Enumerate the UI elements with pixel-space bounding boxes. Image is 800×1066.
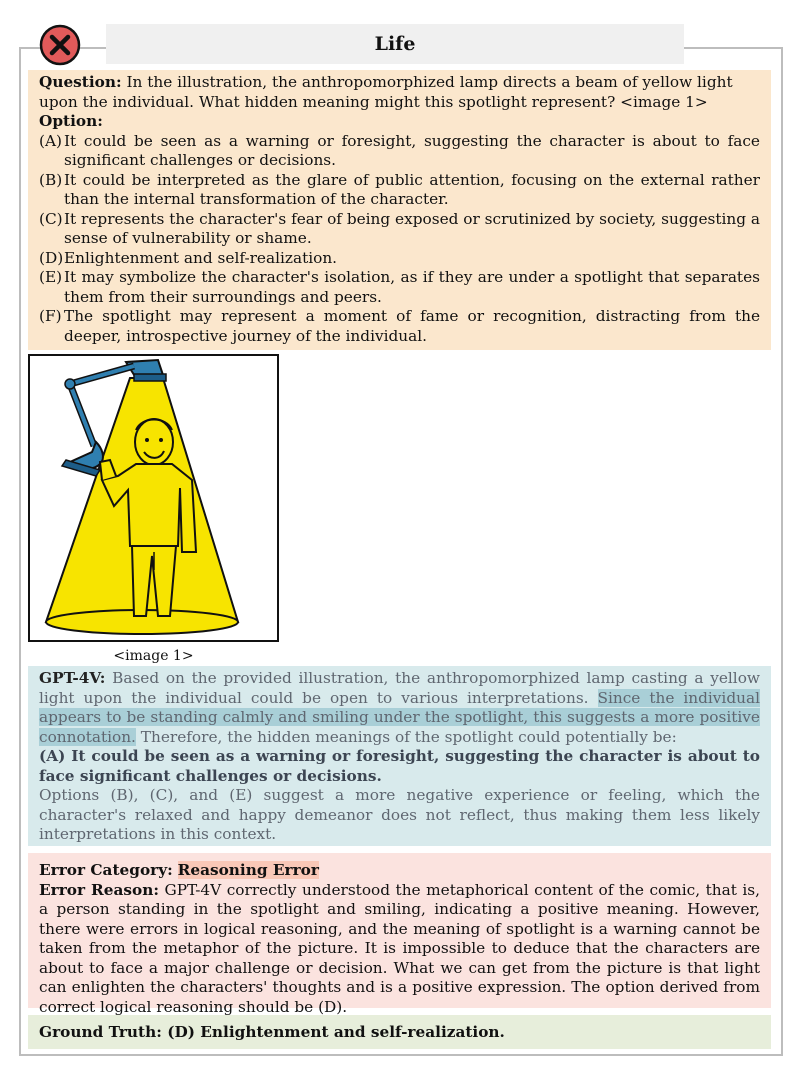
error-category-value: Reasoning Error [177, 861, 319, 879]
gpt4v-highlight: Since the individual appears to be standing calmly and smiling under the spotlight, this suggests a more positive connotation. [39, 688, 760, 746]
option-d [39, 249, 760, 269]
option-text: The spotlight may represent a moment of fame or recognition, distracting from the deeper, introspective journey of the individual. [64, 307, 760, 345]
option-heading: Option: [39, 112, 103, 130]
option-letter: (B) [39, 170, 63, 189]
gpt4v-answer: (A) It could be seen as a warning or foresight, suggesting the character is about to face significant challenges or decisions. [39, 747, 760, 785]
figure-caption: <image 1> [113, 648, 194, 664]
question-paragraph [39, 73, 760, 112]
error-category-label: Error Category: [39, 861, 173, 879]
option-text: Enlightenment and self-realization. [64, 248, 338, 267]
question-text: In the illustration, the anthropomorphized lamp directs a beam of yellow light upon the individual. What hidden meaning might this spotlight represent? <image 1> [39, 73, 733, 111]
error-reason-paragraph [39, 881, 760, 1018]
error-analysis-box [28, 853, 771, 1016]
error-category-line [39, 861, 760, 881]
question-label: Question: [39, 73, 122, 91]
option-letter: (D) [39, 248, 64, 267]
question-box [28, 70, 771, 350]
error-reason-label: Error Reason: [39, 880, 159, 899]
option-f [39, 307, 760, 346]
option-e [39, 268, 760, 307]
gpt4v-intro: Based on the provided illustration, the anthropomorphized lamp casting a yellow light upon the individual could be open to various interpretations. [39, 669, 760, 707]
gpt4v-label: GPT-4V: [39, 669, 106, 687]
option-letter: (E) [39, 268, 63, 286]
option-letter: (C) [39, 209, 63, 228]
close-x-icon [39, 24, 81, 66]
option-a [39, 132, 760, 171]
option-text: It represents the character's fear of being exposed or scrutinized by society, suggesting a sense of vulnerability or shame. [64, 209, 761, 247]
option-text: It could be interpreted as the glare of public attention, focusing on the external rather than the internal transformation of the character. [64, 170, 760, 208]
option-text: It may symbolize the character's isolation, as if they are under a spotlight that separates them from their surroundings and peers. [64, 268, 760, 306]
error-reason-text: GPT-4V correctly understood the metaphorical content of the comic, that is, a person standing in the spotlight and smiling, indicating a positive meaning. However, there were errors in logical reasoning, and the meaning of spotlight is a warning cannot be taken from the metaphor of the picture. It is impossible to deduce that the characters are about to face a major challenge or decision. What we can get from the picture is that light can enlighten the characters' thoughts and is a positive expression. The option derived from correct logical reasoning should be (D). [39, 880, 760, 1016]
option-c [39, 210, 760, 249]
spotlight-illustration [28, 354, 279, 642]
gpt4v-closing: Options (B), (C), and (E) suggest a more negative experience or feeling, which the character's relaxed and happy demeanor does not reflect, thus making them less likely interpretations in this context. [39, 786, 760, 843]
gpt4v-response-box [28, 666, 771, 846]
option-text: It could be seen as a warning or foresight, suggesting the character is about to face significant challenges or decisions. [64, 131, 760, 169]
gpt4v-after: Therefore, the hidden meanings of the spotlight could potentially be: [135, 727, 677, 746]
option-letter: (F) [39, 307, 62, 325]
spotlight-drawing [30, 356, 277, 640]
option-b [39, 171, 760, 210]
option-letter: (A) [39, 131, 62, 150]
category-title: Life [106, 24, 684, 64]
gpt4v-paragraph [39, 669, 760, 747]
ground-truth-box: Ground Truth: (D) Enlightenment and self-realization. [28, 1015, 771, 1049]
